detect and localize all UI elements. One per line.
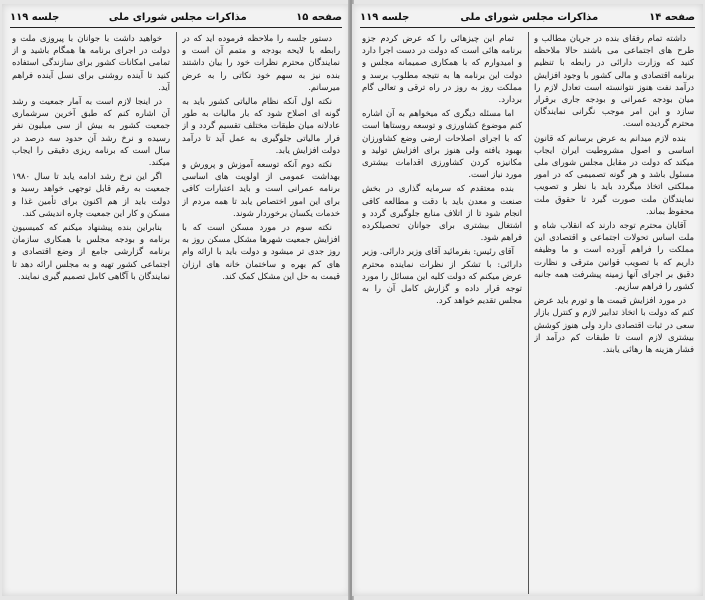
- paragraph: بنابراین بنده پیشنهاد میکنم که کمیسیون برنامه و بودجه مجلس با همکاری سازمان برنامه گزارشی جامع از وضع اقتصادی و اجتماعی کشور تهیه و به مجلس ارائه دهد تا نمایندگان با آگاهی کامل تصمیم گیری نمایند.: [12, 222, 170, 281]
- paragraph: آقای رئیس: بفرمائید آقای وزیر دارائی. وزیر دارائی: با تشکر از نظرات نماینده محترم عرض میکنم که دولت کلیه این مسائل را مورد توجه قرار داده و گزارش کامل آن را به مجلس تقدیم خواهد کرد.: [362, 246, 522, 306]
- paragraph: نکته اول آنکه نظام مالیاتی کشور باید به گونه ای اصلاح شود که بار مالیات به طور عادلانه میان طبقات مختلف تقسیم گردد و از فرار مالیاتی جلوگیری به عمل آید تا درآمد دولت افزایش یابد.: [182, 96, 340, 155]
- paragraph: دستور جلسه را ملاحظه فرموده اید که در رابطه با لایحه بودجه و متمم آن است و نمایندگان محترم نظرات خود را بیان داشتند بنده نیز به سهم خود نکاتی را به عرض میرسانم.: [182, 33, 340, 92]
- right-page-session: جلسه ۱۱۹: [360, 11, 410, 23]
- right-page-title: مذاکرات مجلس شورای ملی: [460, 11, 599, 23]
- paragraph: در مورد افزایش قیمت ها و تورم باید عرض کنم که دولت با اتخاذ تدابیر لازم و کنترل بازار سعی در ثبات اقتصادی دارد ولی هنوز کوشش بیشتری لازم است تا طبقات کم درآمد از فشار هزینه ها رهائی یابند.: [534, 295, 694, 355]
- paragraph: خواهید داشت با جوانان با پیروزی ملت و دولت در اجرای برنامه ها همگام باشید و از تمامی امکانات کشور برای سازندگی استفاده کنید تا آینده روشنی برای نسل آینده فراهم آید.: [12, 33, 170, 92]
- paragraph: آقایان محترم توجه دارند که انقلاب شاه و ملت اساس تحولات اجتماعی و اقتصادی این مملکت را فراهم آورده است و ما وظیفه داریم که با تصویب قوانین مترقی و نظارت دقیق بر اجرای آنها زمینه پیشرفت همه جانبه کشور را فراهم سازیم.: [534, 220, 694, 292]
- paragraph: نکته دوم آنکه توسعه آموزش و پرورش و بهداشت عمومی از اولویت های اساسی برنامه عمرانی است و باید اعتبارات کافی برای این امور اختصاص یابد تا همه مردم از خدمات یکسان برخوردار شوند.: [182, 159, 340, 218]
- right-page-right-column: [534, 32, 694, 594]
- left-page-title: مذاکرات مجلس شورای ملی: [108, 11, 247, 23]
- left-page-session: جلسه ۱۱۹: [10, 11, 60, 23]
- left-header-rule: [10, 27, 342, 28]
- right-page: [352, 4, 703, 596]
- right-page-number: صفحه ۱۴: [649, 11, 695, 23]
- paragraph: در اینجا لازم است به آمار جمعیت و رشد آن اشاره کنم که طبق آخرین سرشماری جمعیت کشور به بیش از سی میلیون نفر رسیده و نرخ رشد آن حدود سه درصد در سال است که برنامه ریزی دقیقی را ایجاب میکند.: [12, 96, 170, 168]
- right-page-header: [360, 8, 695, 26]
- paragraph: تمام این چیزهائی را که عرض کردم جزو برنامه هائی است که دولت در دست اجرا دارد و امیدوارم که با همکاری صمیمانه مجلس و دولت این برنامه ها به نتیجه مطلوب برسد و مملکت روز به روز در راه ترقی و تعالی گام بردارد.: [362, 33, 522, 105]
- paragraph: نکته سوم در مورد مسکن است که با افزایش جمعیت شهرها مشکل مسکن روز به روز جدی تر میشود و دولت باید با ارائه وام های کم بهره و ساختمان خانه های ارزان قیمت به حل این مشکل کمک کند.: [182, 222, 340, 281]
- right-page-left-column: [362, 32, 522, 594]
- paragraph: اما مسئله دیگری که میخواهم به آن اشاره کنم موضوع کشاورزی و توسعه روستاها است که با اجرای اصلاحات ارضی وضع کشاورزان بهبود یافته ولی هنوز برای افزایش تولید و مکانیزه کردن کشاورزی اقدامات بیشتری مورد نیاز است.: [362, 108, 522, 180]
- paragraph: بنده معتقدم که سرمایه گذاری در بخش صنعت و معدن باید با دقت و مطالعه کافی انجام شود تا از اتلاف منابع جلوگیری گردد و اشتغال بیشتری برای جوانان تحصیلکرده فراهم شود.: [362, 183, 522, 243]
- paragraph: اگر این نرخ رشد ادامه یابد تا سال ۱۹۸۰ جمعیت به رقم قابل توجهی خواهد رسید و دولت باید از هم اکنون برای تأمین غذا و مسکن و کار این جمعیت چاره اندیشی کند.: [12, 171, 170, 218]
- paragraph: بنده لازم میدانم به عرض برسانم که قانون اساسی و اصول مشروطیت ایران ایجاب میکند که دولت در مقابل مجلس شورای ملی مسئول باشد و هر گونه تصمیمی که در امور مملکتی اتخاذ میگردد باید با نظر و تصویب نمایندگان ملت صورت گیرد تا حقوق ملت محفوظ بماند.: [534, 132, 694, 216]
- left-page: [2, 4, 350, 596]
- left-page-header: [10, 8, 342, 26]
- left-page-left-column: [12, 32, 170, 594]
- paragraph: داشته تمام رفقای بنده در جریان مطالب و طرح های اجتماعی می باشند حالا ملاحظه کنید که وزارت دارائی در رابطه با تنظیم برنامه اقتصادی و مالی کشور با وجود افزایش درآمد نفت هنوز نتوانسته است تعادل لازم را میان بودجه عمرانی و بودجه جاری برقرار سازد و این امر موجب نگرانی نمایندگان محترم گردیده است.: [534, 33, 694, 129]
- left-page-number: صفحه ۱۵: [296, 11, 342, 23]
- column-divider: [176, 32, 177, 594]
- right-header-rule: [360, 27, 695, 28]
- column-divider: [528, 32, 529, 594]
- left-page-right-column: [182, 32, 340, 594]
